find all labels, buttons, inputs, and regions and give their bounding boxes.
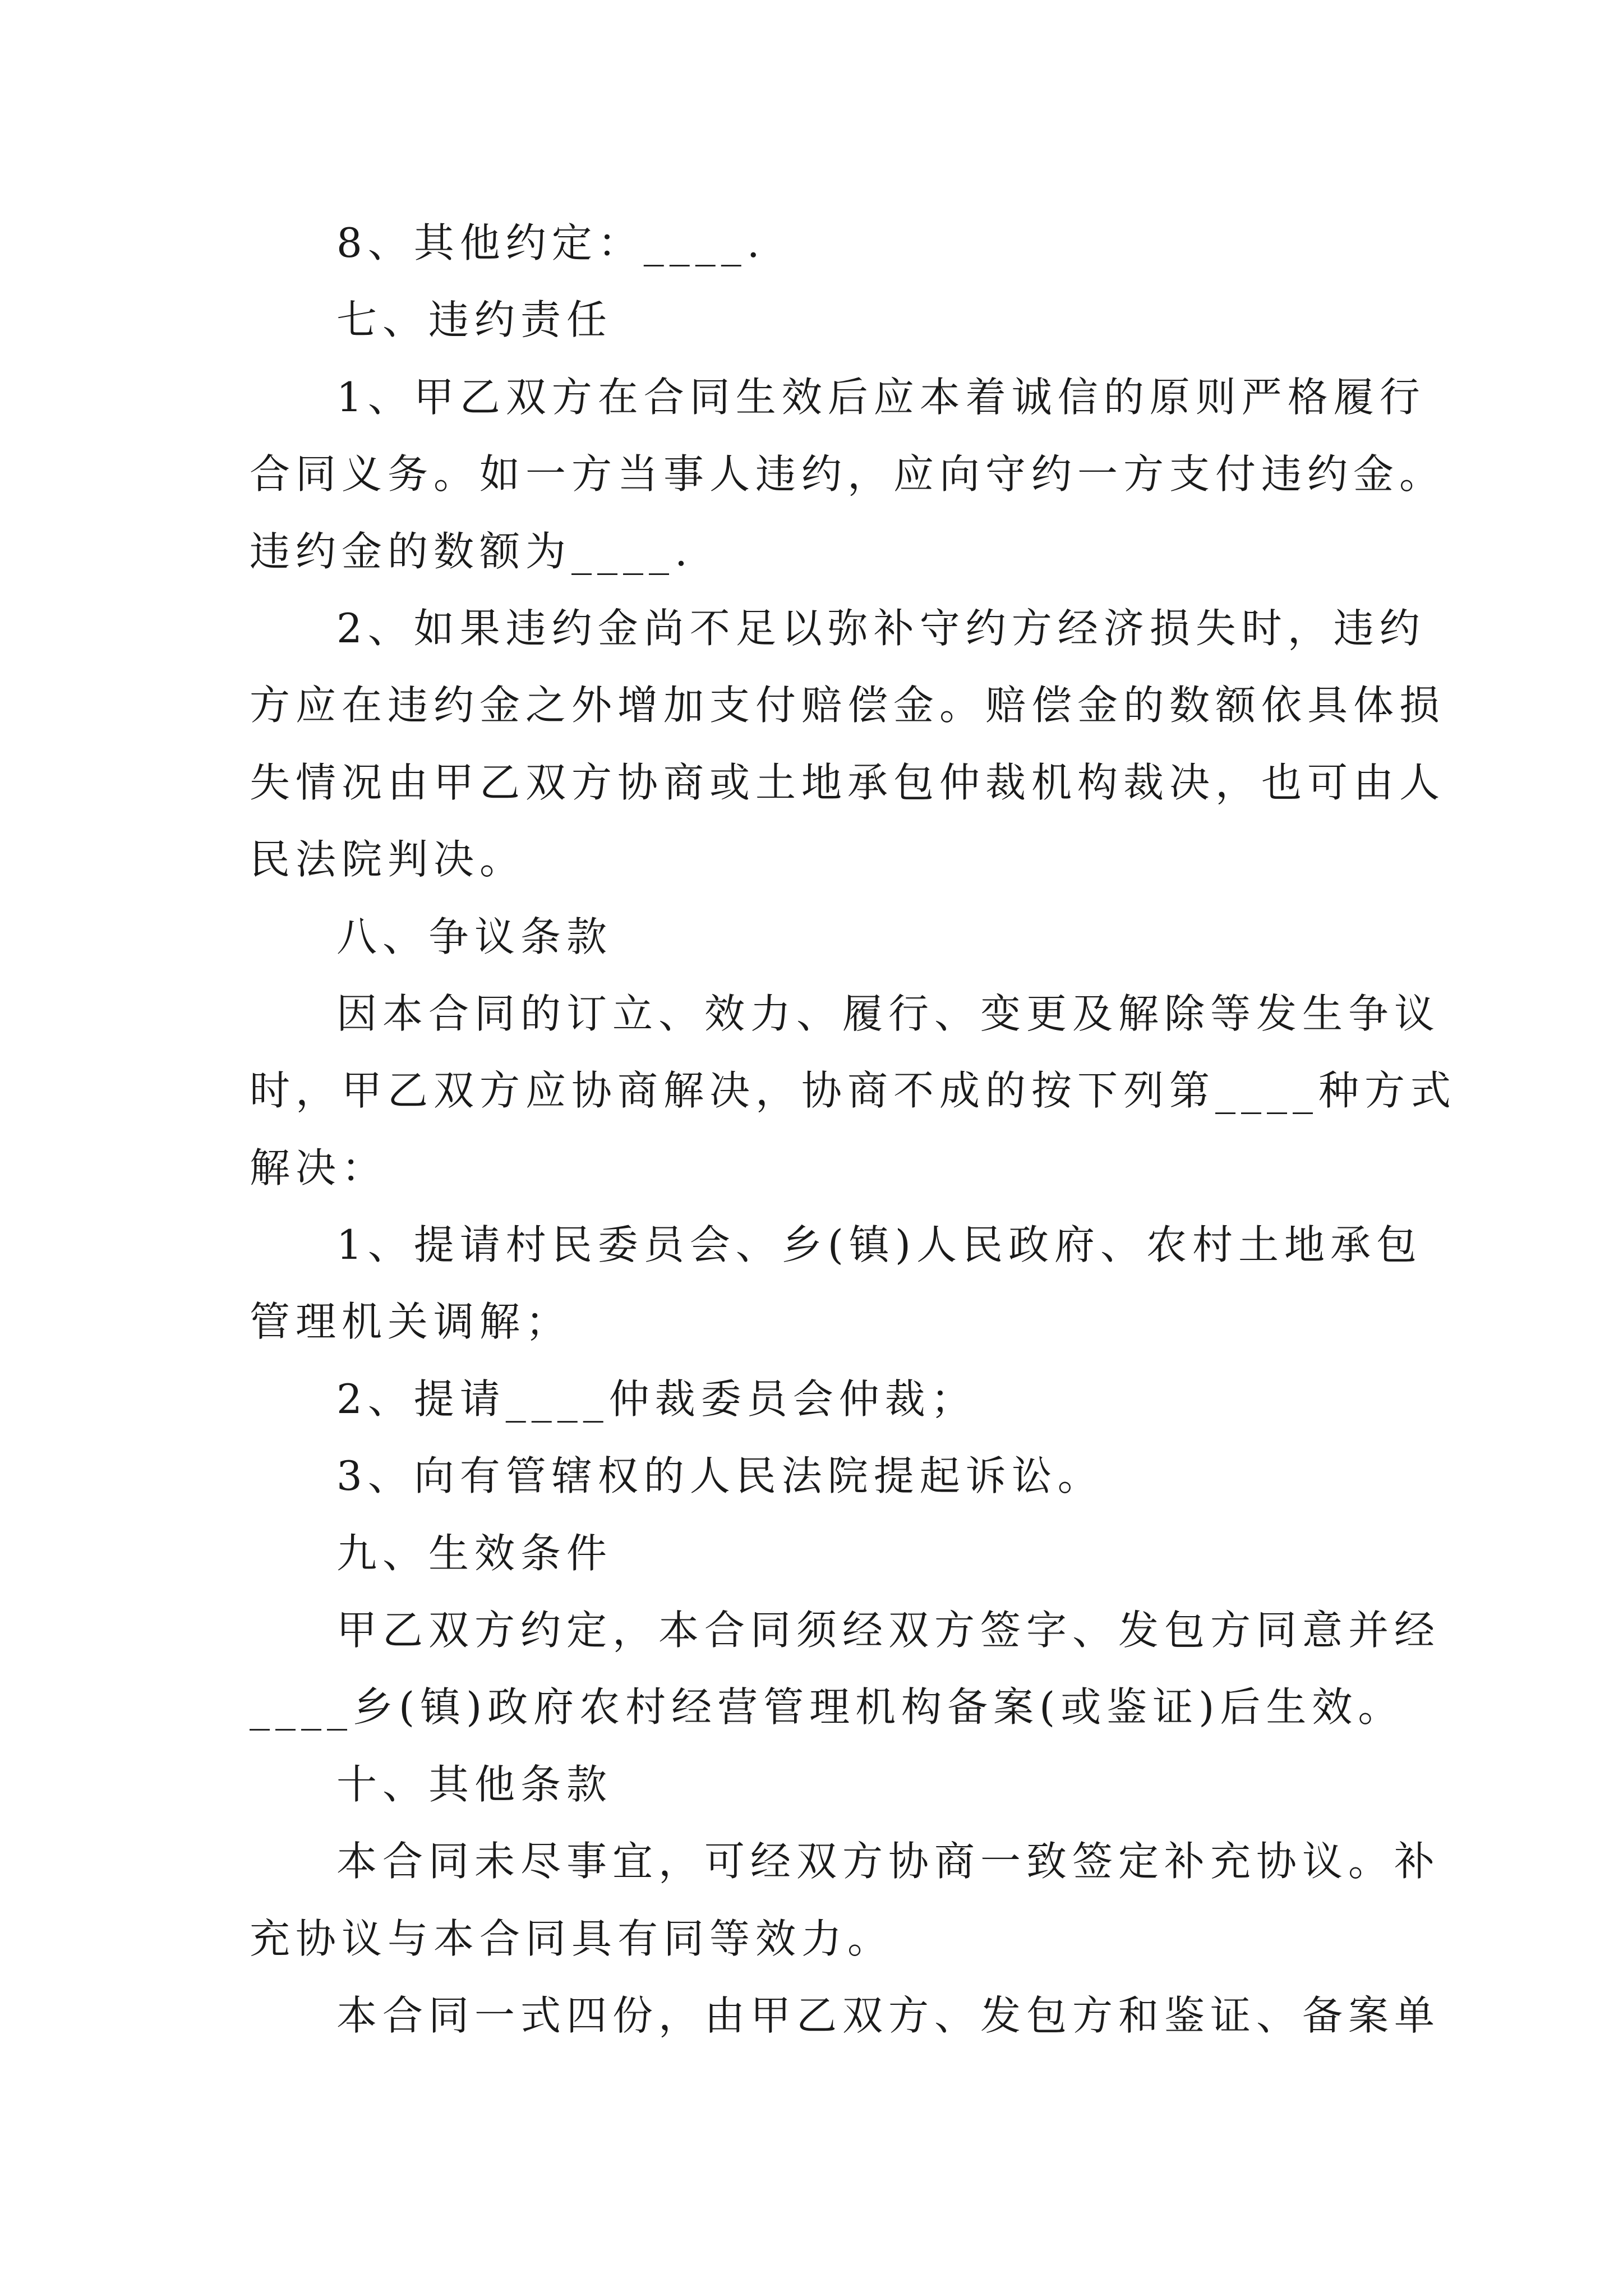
paragraph-line: 合同义务。如一方当事人违约，应向守约一方支付违约金。: [250, 450, 1446, 498]
clause-8-other-agreements: 8、其他约定：____.: [336, 219, 766, 266]
section-9-heading: 九、生效条件: [336, 1529, 613, 1577]
paragraph-line: 解决：: [250, 1144, 388, 1191]
paragraph-line: 民法院判决。: [250, 836, 526, 884]
paragraph-line: 管理机关调解；: [250, 1298, 572, 1346]
paragraph-line: 时，甲乙双方应协商解决，协商不成的按下列第____种方式: [250, 1067, 1457, 1115]
paragraph-line: 1、提请村民委员会、乡(镇)人民政府、农村土地承包: [336, 1221, 1422, 1269]
paragraph-line: 1、甲乙双方在合同生效后应本着诚信的原则严格履行: [336, 373, 1426, 421]
section-10-heading: 十、其他条款: [336, 1760, 613, 1808]
paragraph-line: ____乡(镇)政府农村经营管理机构备案(或鉴证)后生效。: [250, 1683, 1404, 1731]
paragraph-line: 方应在违约金之外增加支付赔偿金。赔偿金的数额依具体损: [250, 682, 1446, 729]
paragraph-line: 失情况由甲乙双方协商或土地承包仲裁机构裁决，也可由人: [250, 758, 1446, 806]
paragraph-line: 违约金的数额为____.: [250, 527, 693, 575]
paragraph-line: 本合同一式四份，由甲乙双方、发包方和鉴证、备案单: [336, 1991, 1441, 2039]
paragraph-line: 甲乙双方约定，本合同须经双方签字、发包方同意并经: [336, 1607, 1441, 1654]
paragraph-line: 因本合同的订立、效力、履行、变更及解除等发生争议: [336, 990, 1441, 1037]
document-body: [250, 205, 1457, 2054]
paragraph-line: 3、向有管辖权的人民法院提起诉讼。: [336, 1452, 1104, 1500]
paragraph-line: 2、如果违约金尚不足以弥补守约方经济损失时，违约: [336, 604, 1426, 652]
paragraph-line: 充协议与本合同具有同等效力。: [250, 1915, 894, 1962]
paragraph-line: 2、提请____仲裁委员会仲裁；: [336, 1375, 977, 1423]
section-8-heading: 八、争议条款: [336, 913, 613, 960]
section-7-heading: 七、违约责任: [336, 296, 613, 344]
paragraph-line: 本合同未尽事宜，可经双方协商一致签定补充协议。补: [336, 1838, 1441, 1885]
